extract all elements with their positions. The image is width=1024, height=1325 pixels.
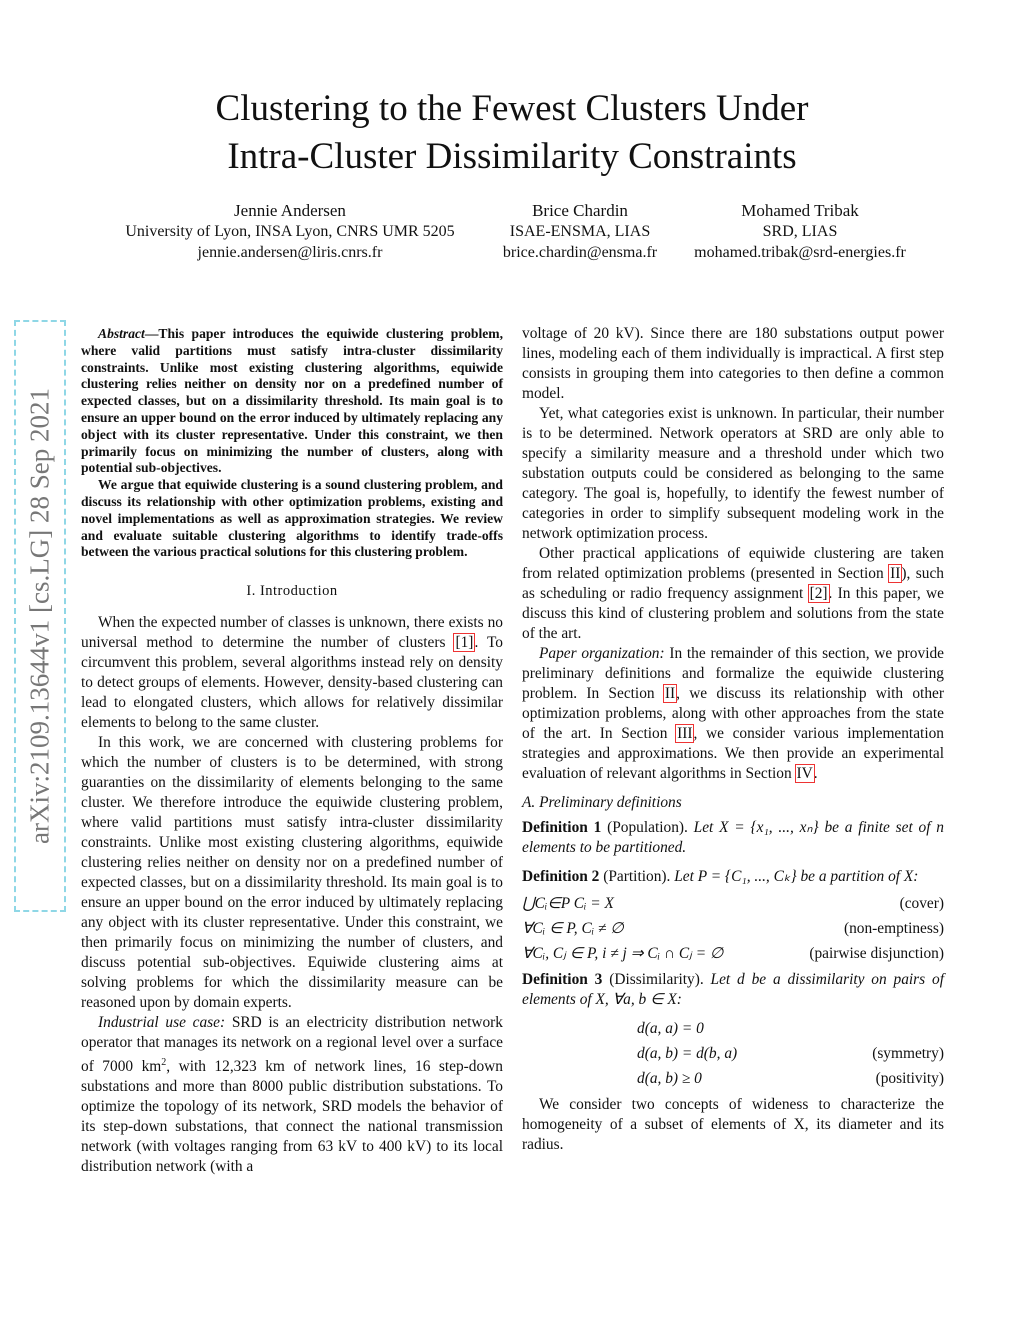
author-email: jennie.andersen@liris.cnrs.fr [197,244,383,261]
right-column [522,324,944,1155]
intro-paragraph-3: Industrial use case: SRD is an electricity distribution network operator that manages its network on a regional level over a surface of 7000 $km^2$, with 12,323 km of network lines, 16 step-down substations and more than 8000 public distribution substations. To optimize the topology of its network, SRD models the behavior of its step-down substations, that connect the national transmission network (with voltages ranging from 63 kV to 400 kV) to its local distribution network (with a [81,1014,503,1176]
right-paragraph-1: voltage of 20 kV). Since there are 180 substations output power lines, modeling each of them individually is impractical. A first step consists in grouping them into categories to then define a common model. [522,325,944,402]
equation-row: d(a, b) = d(b, a) (symmetry) [637,1045,944,1062]
intro-paragraph-2: In this work, we are concerned with clustering problems for which the number of clusters is to be determined, with strong guaranties on the dissimilarity of elements belonging to the same cluster. We therefore introduce the equiwide clustering problem, where valid partitions must satisfy intra-cluster dissimilarity constraints. Unlike most existing clustering algorithms, equiwide clustering relies neither on density nor on a predefined number of expected classes, but on a dissimilarity threshold. Its main goal is to ensure an upper bound on the error induced by ultimately replacing any object with its cluster representative. Under this constraint, we then primarily focus on minimizing the number of clusters, and discuss potential sub-objectives. Equiwide clustering aims at solving problems for which the dissimilarity measure can be reasoned upon by domain experts. [81,734,503,1012]
right-paragraph-2: Yet, what categories exist is unknown. In particular, their number is to be determined. Network operators at SRD are only able to specify a similarity measure and a threshold under which two substation outputs could be considered as belonging to the same category. The goal is, hopefully, to identify the fewest number of categories in order to simplify subsequent modeling work in the network optimization process. [522,405,944,542]
author-name: Jennie Andersen [234,201,346,220]
definition-3: Definition 3 (Dissimilarity). Let d be a dissimilarity on pairs of elements of X, ∀a, b ∈ X: [522,971,944,1008]
author-affiliation: University of Lyon, INSA Lyon, CNRS UMR 5205 [125,223,455,240]
right-paragraph-4: Paper organization: In the remainder of this section, we provide preliminary definitions and formalize the equiwide clustering problem. In Section II, we discuss its relationship with other optimization problems, along with other approaches from the state of the art. In Section III, we consider various implementation strategies and approximations. We then provide an experimental evaluation of relevant algorithms in Section IV. [522,645,944,782]
equation-row: ∀Cᵢ ∈ P, Cᵢ ≠ ∅ (non-emptiness) [522,920,944,937]
paragraph-label: Industrial use case: [98,1014,226,1032]
paragraph-label: Paper organization: [539,645,665,662]
section-link[interactable]: IV [796,765,813,782]
intro-paragraph-1: When the expected number of classes is unknown, there exists no universal method to determine the number of clusters [1]. To circumvent this problem, several algorithms instead rely on density to detect groups of elements. However, density-based clustering can lead to elongated clusters, which allows for relatively dissimilar elements to belong to the same cluster. [81,614,503,732]
subsection-heading: A. Preliminary definitions [522,794,682,811]
definition-2-equations [522,891,944,966]
author-email: brice.chardin@ensma.fr [502,244,658,261]
definition-1: Definition 1 (Population). Let X = {x₁, ..., xₙ} be a finite set of n elements to be partitioned. [522,819,944,856]
section-heading-introduction: I. Introduction [246,583,338,600]
abstract-p1: Abstract—This paper introduces the equiwide clustering problem, where valid partitions must satisfy intra-cluster dissimilarity constraints. Unlike most existing clustering algorithms, equiwide clustering relies neither on density nor on a predefined number of expected classes, but on a dissimilarity threshold. Its main goal is to ensure an upper bound on the error induced by ultimately replacing any object with its cluster representative. Under this constraint, we then primarily focus on minimizing the number of clusters, along with potential sub-objectives. [81,326,503,476]
arxiv-sidebar[interactable] [14,320,66,912]
definition-2: Definition 2 (Partition). Let P = {C₁, ..., Cₖ} be a partition of X: [522,868,919,885]
author-name: Mohamed Tribak [741,201,859,220]
citation-link[interactable]: [1] [455,634,474,652]
author-affiliation: SRD, LIAS [762,223,838,240]
section-link[interactable]: II [664,685,676,702]
equation-row: d(a, a) = 0 [637,1020,704,1037]
section-link[interactable]: II [890,565,901,582]
left-column [81,326,503,1177]
right-paragraph-final: We consider two concepts of wideness to characterize the homogeneity of a subset of elements of X, its diameter and its radius. [522,1096,944,1153]
citation-link[interactable]: [2] [809,585,828,602]
section-link[interactable]: III [677,725,693,742]
paper-title-line2: Intra-Cluster Dissimilarity Constraints [227,136,797,177]
abstract-label: Abstract [98,326,145,341]
author-3 [680,200,920,263]
equation-row: ⋃Cᵢ∈P Cᵢ = X (cover) [522,895,944,912]
author-2 [480,200,680,263]
paper-title-line1: Clustering to the Fewest Clusters Under [215,88,809,129]
equation-row: d(a, b) ≥ 0 (positivity) [637,1070,944,1087]
equation-row: ∀Cᵢ, Cⱼ ∈ P, i ≠ j ⇒ Cᵢ ∩ Cⱼ = ∅ (pairwise disjunction) [522,945,944,962]
arxiv-identifier: arXiv:2109.13644v1 [cs.LG] 28 Sep 2021 [24,388,55,844]
definition-3-equations [522,1016,944,1091]
abstract-p2: We argue that equiwide clustering is a sound clustering problem, and discuss its relationship with other optimization problems, existing and novel implementations as well as approximation strategies. We review and evaluate suitable clustering algorithms to identify trade-offs between the various practical solutions for this clustering problem. [81,477,503,560]
author-affiliation: ISAE-ENSMA, LIAS [509,223,651,240]
author-name: Brice Chardin [532,201,628,220]
author-email: mohamed.tribak@srd-energies.fr [694,244,906,261]
author-1 [90,200,490,263]
right-paragraph-3: Other practical applications of equiwide clustering are taken from related optimization problems (presented in Section II), such as scheduling or radio frequency assignment [2]. In this paper, we discuss this kind of clustering problem and solutions from the state of the art. [522,545,944,642]
